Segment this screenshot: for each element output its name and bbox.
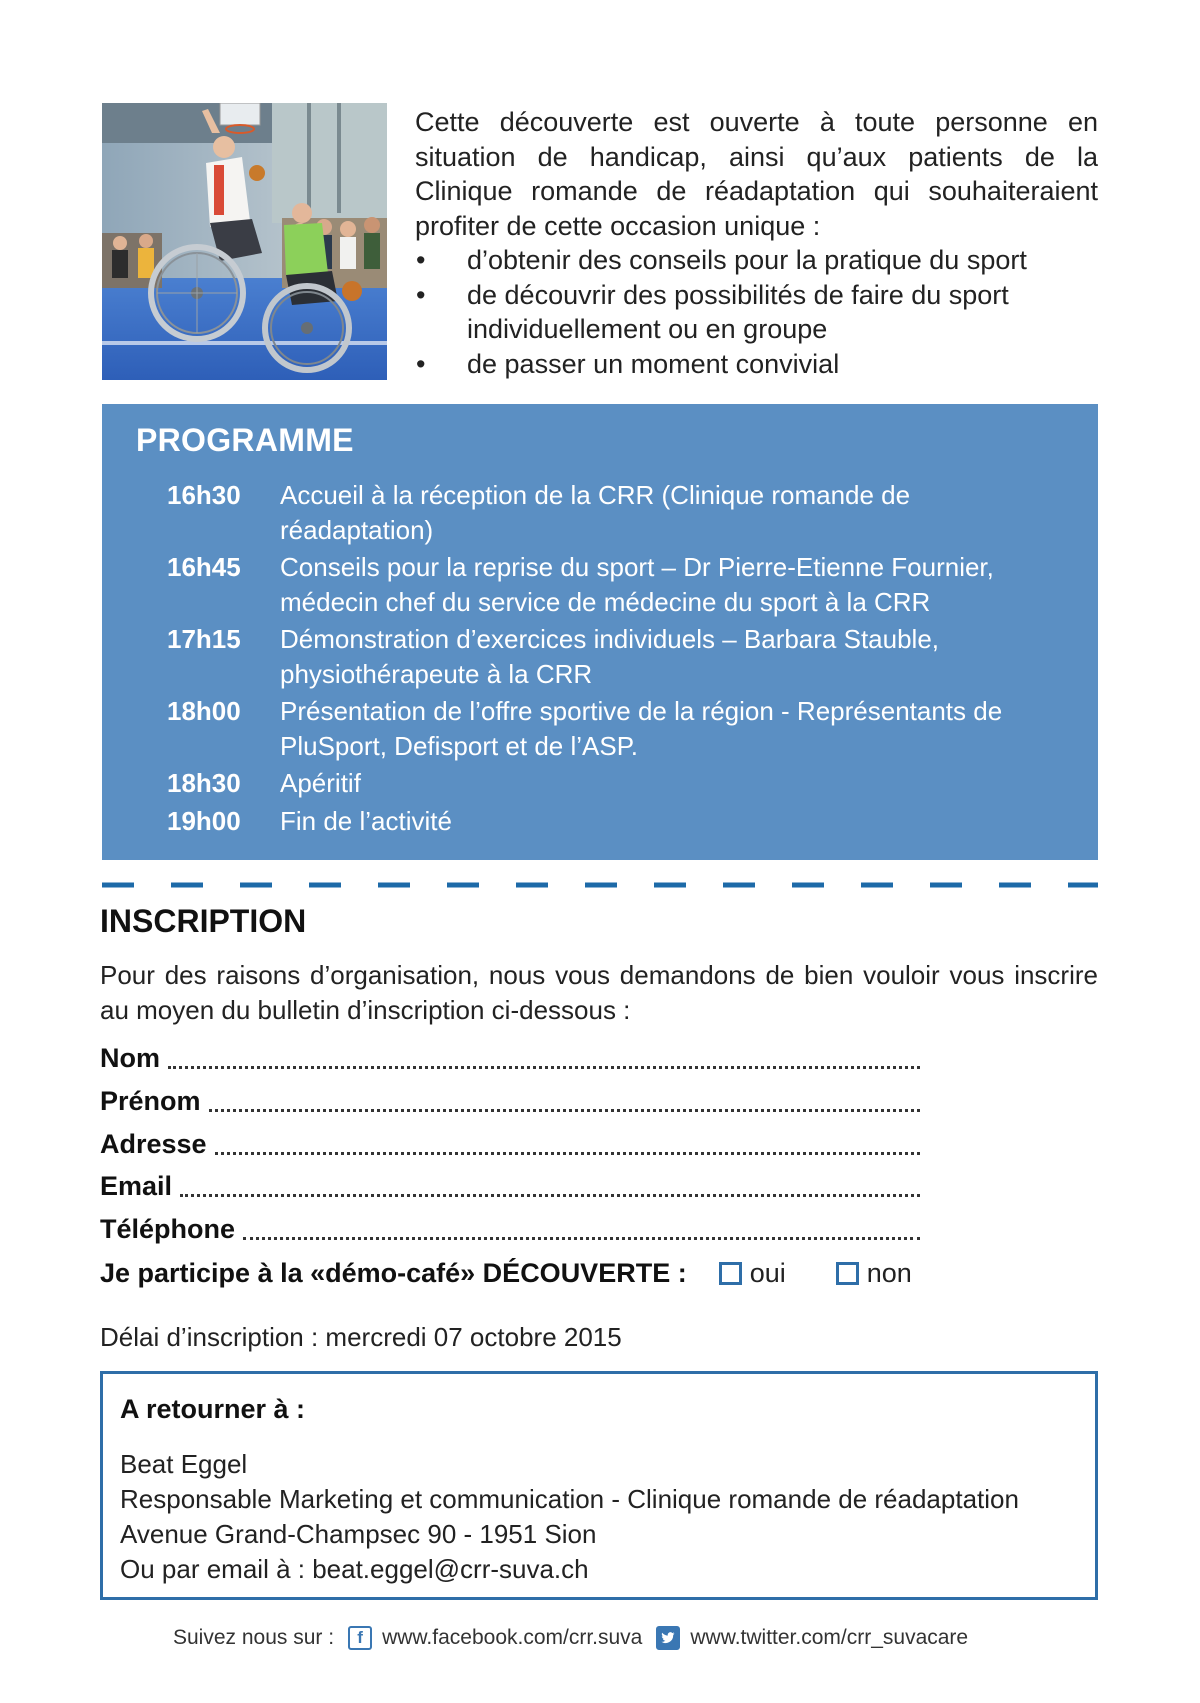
no-option-label: non: [866, 1257, 912, 1288]
dotted-input-line[interactable]: [209, 1089, 920, 1112]
phone-field[interactable]: [100, 1214, 920, 1248]
schedule-time: 16h45: [167, 552, 241, 582]
schedule-row: [167, 804, 1067, 839]
schedule-description: Fin de l’activité: [280, 805, 452, 836]
field-label: Nom: [100, 1043, 160, 1073]
intro-paragraph: Cette découverte est ouverte à toute personne en situation de handicap, ainsi qu’aux patients de la Clinique romande de réadaptation qui souhaiteraient profiter de cette occasion unique :: [415, 107, 1098, 241]
dotted-input-line[interactable]: [243, 1217, 920, 1240]
schedule-time: 18h00: [167, 696, 241, 726]
return-title: A retourner à :: [120, 1394, 306, 1424]
field-label: Téléphone: [100, 1214, 236, 1244]
participation-row: [100, 1253, 962, 1293]
schedule-description: Présentation de l’offre sportive de la région - Représentants de PluSport, Defisport et de l’ASP.: [280, 696, 1003, 761]
no-checkbox[interactable]: [836, 1262, 859, 1285]
schedule-time: 18h30: [167, 768, 241, 798]
email-field[interactable]: [100, 1171, 920, 1205]
registration-deadline: Délai d’inscription : mercredi 07 octobre 2015: [100, 1322, 622, 1352]
schedule-row: [167, 478, 1067, 547]
address-field[interactable]: [100, 1129, 920, 1163]
schedule-time: 17h15: [167, 624, 241, 654]
programme-box: [102, 404, 1098, 860]
photo-illustration: [102, 103, 387, 380]
participation-question: Je participe à la «démo-café» DÉCOUVERTE :: [100, 1257, 687, 1288]
schedule-row: [167, 550, 1067, 619]
programme-title: PROGRAMME: [136, 422, 354, 458]
bullet-icon: •: [416, 279, 426, 310]
dotted-input-line[interactable]: [215, 1132, 920, 1155]
schedule-description: Démonstration d’exercices individuels – Barbara Stauble, physiothérapeute à la CRR: [280, 624, 940, 689]
inscription-title: INSCRIPTION: [100, 903, 307, 939]
bullet-icon: •: [416, 348, 426, 379]
return-address-box: [100, 1371, 1098, 1600]
list-item: • de passer un moment convivial: [415, 347, 1098, 382]
twitter-link[interactable]: www.twitter.com/crr_suvacare: [690, 1626, 969, 1649]
contact-role: Responsable Marketing et communication - Clinique romande de réadaptation: [120, 1484, 1019, 1514]
social-footer: [173, 1623, 968, 1653]
twitter-bird-glyph: [661, 1632, 675, 1644]
schedule-row: [167, 694, 1067, 763]
field-label: Email: [100, 1171, 173, 1201]
wheelchair-basketball-photo: [102, 103, 387, 380]
twitter-icon: [656, 1626, 680, 1650]
dashed-divider: [102, 882, 1098, 888]
yes-option-label: oui: [749, 1257, 786, 1288]
schedule-time: 19h00: [167, 805, 241, 836]
dotted-input-line[interactable]: [180, 1174, 920, 1197]
contact-name: Beat Eggel: [120, 1449, 248, 1479]
intro-section: [415, 105, 1098, 381]
list-item: • d’obtenir des conseils pour la pratique du sport: [415, 243, 1098, 278]
field-label: Prénom: [100, 1086, 201, 1116]
schedule-description: Conseils pour la reprise du sport – Dr Pierre-Etienne Fournier, médecin chef du service de médecine du sport à la CRR: [280, 552, 994, 617]
dotted-input-line[interactable]: [168, 1046, 920, 1069]
bullet-icon: •: [416, 245, 426, 275]
dashed-line: [102, 882, 1098, 888]
return-address-lines: [120, 1447, 1019, 1587]
facebook-link[interactable]: www.facebook.com/crr.suva: [382, 1626, 643, 1649]
programme-schedule: [167, 478, 1067, 841]
name-field[interactable]: [100, 1043, 920, 1077]
intro-bullet-list: [415, 243, 1098, 381]
contact-address: Avenue Grand-Champsec 90 - 1951 Sion: [120, 1519, 597, 1549]
follow-label: Suivez nous sur :: [173, 1626, 335, 1649]
list-item: • de découvrir des possibilités de faire du sport individuellement ou en groupe: [416, 279, 1009, 344]
schedule-description: Apéritif: [280, 768, 361, 798]
inscription-intro: Pour des raisons d’organisation, nous vous demandons de bien vouloir vous inscrire au moyen du bulletin d’inscription ci-dessous :: [100, 960, 1098, 1025]
schedule-row: [167, 766, 1067, 801]
schedule-time: 16h30: [167, 480, 241, 510]
contact-email[interactable]: Ou par email à : beat.eggel@crr-suva.ch: [120, 1554, 589, 1584]
facebook-icon: f: [348, 1626, 372, 1650]
firstname-field[interactable]: [100, 1086, 920, 1120]
yes-checkbox[interactable]: [719, 1262, 742, 1285]
schedule-description: Accueil à la réception de la CRR (Clinique romande de réadaptation): [280, 480, 911, 545]
schedule-row: [167, 622, 1067, 691]
field-label: Adresse: [100, 1129, 207, 1159]
